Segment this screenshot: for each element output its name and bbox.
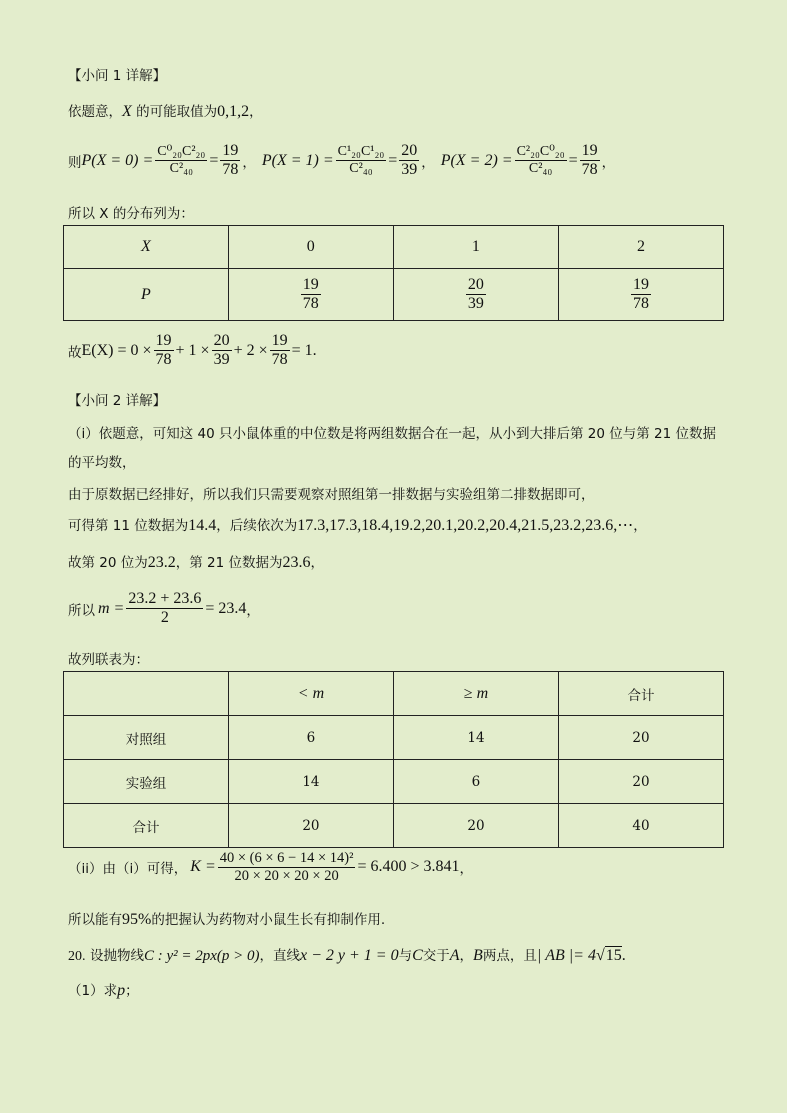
table-cell: 20: [558, 760, 723, 804]
p0-num: C⁰₂₀C²₂₀: [155, 144, 207, 161]
p2-lhs: P(X = 2) =: [440, 151, 513, 169]
q20-number: 20.: [68, 949, 86, 964]
p0-den: C²₄₀: [169, 161, 193, 177]
frac-num: 19: [631, 276, 651, 295]
ex-lhs: E(X) = 0 ×: [81, 341, 152, 359]
table-row: [64, 716, 724, 760]
ex-prefix: 故: [68, 344, 82, 361]
q20-a: 设抛物线: [89, 948, 144, 964]
ex-t3-num: 19: [270, 332, 290, 351]
table-cell: ≥ m: [393, 672, 558, 716]
q20-curve: C : y² = 2px(p > 0): [143, 948, 260, 964]
table-cell: 6: [228, 716, 393, 760]
k-den: 20 × 20 × 20 × 20: [234, 867, 339, 884]
ex-op1: + 1 ×: [175, 341, 210, 359]
table-cell: 40: [558, 804, 723, 848]
q1-line1-end: ，: [249, 104, 263, 120]
p0-val: [220, 142, 240, 180]
section-heading-q2: 【小问 2 详解】: [68, 393, 167, 409]
q2-para4: [68, 551, 324, 572]
sub1-end: ；: [125, 983, 139, 999]
table-cell: 合计: [558, 672, 723, 716]
distribution-table: [63, 225, 724, 321]
p3-prefix: 可得第 11 位数据为: [68, 518, 189, 534]
concl-b: 的把握认为药物对小鼠生长有抑制作用.: [151, 912, 386, 928]
table-cell: 20: [228, 804, 393, 848]
table-cell: 合计: [64, 804, 229, 848]
concl-a: 所以能有: [68, 912, 122, 928]
m-lhs: m =: [98, 599, 125, 617]
q1-line1-mid: 的可能取值为: [131, 104, 218, 120]
frac-num: 20: [466, 276, 486, 295]
q1-line1: [68, 100, 263, 121]
q1-prob-line: 则 P(X = 0) = $\frac{\text{C⁰₂₀C²₂₀}}{\text{C²₄₀}}$ = $\frac{19}{78}$ ， P(X = 1) = $\frac{\text{C¹₂₀C¹₂₀}}{\text{C²₄₀}}$ = $\frac{20}{39}$ ， P(X = 2) = $\frac{\text{C²₂₀C⁰₂₀}}{\text{C²₄₀}}$ = $\frac{19}{78}$ ，: [68, 142, 616, 179]
q20-end: .: [621, 947, 626, 964]
section-heading-q1: 【小问 1 详解】: [68, 68, 167, 84]
ex-end: = 1: [291, 341, 313, 359]
p0-frac: [155, 144, 207, 177]
median-line: [68, 590, 260, 628]
p3-end: ，: [633, 518, 647, 534]
sub1-text: （1）求: [68, 983, 118, 999]
p1-val-den: 39: [401, 161, 418, 179]
q2-conclusion: [68, 908, 385, 929]
table-cell: 2: [558, 226, 723, 269]
p3-seq: 17.3,17.3,18.4,19.2,20.1,20.2,20.4,21.5,23.2,23.6,⋯: [297, 517, 634, 534]
p0-lhs: P(X = 0) =: [81, 151, 154, 169]
frac-den: 39: [467, 295, 484, 312]
ex-t1-num: 19: [154, 332, 174, 351]
table-cell: 1: [393, 226, 558, 269]
q20-d: C: [412, 947, 423, 964]
question-20: 20. 设抛物线C : y² = 2px(p > 0)，直线x − 2 y + 1 = 0与C交于A，B两点，且| AB |= 4√15.: [68, 947, 626, 964]
k-prefix: （ii）由（i）可得，: [68, 861, 188, 878]
p3-val: 14.4: [188, 517, 217, 534]
p0-val-num: 19: [220, 142, 240, 161]
q20-c: 与: [398, 948, 413, 964]
p4-b: ，第 21 位数据为: [175, 555, 283, 571]
q20-i: 两点，且: [482, 948, 537, 964]
p4-v2: 23.6: [282, 554, 311, 571]
q1-line1-vals: 0,1,2: [217, 103, 250, 120]
p4-v1: 23.2: [147, 554, 176, 571]
table-cell: 14: [393, 716, 558, 760]
table-cell: 20: [393, 804, 558, 848]
p1-val-num: 20: [399, 142, 419, 161]
p3-mid: ，后续依次为: [216, 518, 298, 534]
p2-val-den: 78: [581, 161, 598, 179]
m-num: 23.2 + 23.6: [126, 590, 203, 609]
table-cell: P: [64, 269, 229, 321]
table-row: [64, 760, 724, 804]
q20-f: A: [449, 947, 460, 964]
k-num: 40 × (6 × 6 − 14 × 14)²: [219, 850, 354, 866]
m-prefix: 所以: [68, 602, 95, 619]
q1-line1-prefix: 依题意，: [68, 104, 122, 120]
table-cell: [64, 672, 229, 716]
ex-t2-den: 39: [213, 351, 230, 369]
q2-para3: [68, 514, 647, 535]
m-end: ，: [246, 602, 260, 619]
table-cell: X: [64, 226, 229, 269]
q20-sub1: [68, 979, 139, 1000]
q2-para1b: 的平均数，: [68, 455, 136, 471]
table-cell: 6: [393, 760, 558, 804]
table-cell: 20: [558, 716, 723, 760]
sep: ，: [601, 154, 616, 171]
table-cell: 实验组: [64, 760, 229, 804]
table-cell: [558, 269, 723, 321]
expectation-line: [68, 332, 317, 370]
q20-line: x − 2 y + 1 = 0: [300, 947, 399, 964]
table-row: [64, 672, 724, 716]
m-rhs: = 23.4: [205, 599, 247, 617]
q2-para2: 由于原数据已经排好，所以我们只需要观察对照组第一排数据与实验组第二排数据即可，: [68, 487, 595, 503]
table-cell: 14: [228, 760, 393, 804]
k-rhs: = 6.400 > 3.841: [357, 858, 460, 876]
p1-val: [399, 142, 419, 180]
q1-line1-var: X: [122, 103, 132, 120]
q1-line2-prefix: 则: [68, 154, 82, 171]
p2-num: C²₂₀C⁰₂₀: [515, 144, 567, 161]
q20-h: B: [473, 947, 483, 964]
p2-val: [580, 142, 600, 180]
p1-lhs: P(X = 1) =: [261, 151, 334, 169]
k-line: [68, 850, 473, 884]
q2-para1a: （i）依题意，可知这 40 只小鼠体重的中位数是将两组数据合在一起，从小到大排后第 20 位与第 21 位数据: [68, 426, 717, 442]
table-row: [64, 226, 724, 269]
ex-dot: .: [312, 341, 317, 359]
q20-ab: | AB |= 4: [536, 947, 596, 964]
contingency-table: [63, 671, 724, 848]
p2-frac: [515, 144, 567, 177]
table-cell: [228, 269, 393, 321]
p0-val-den: 78: [222, 161, 239, 179]
sep: ，: [421, 154, 435, 171]
frac-den: 78: [632, 295, 649, 312]
p4-a: 故第 20 位为: [68, 555, 148, 571]
table-cell: 0: [228, 226, 393, 269]
table-cell: 对照组: [64, 716, 229, 760]
p1-den: C²₄₀: [349, 161, 373, 177]
p1-num: C¹₂₀C¹₂₀: [336, 144, 387, 161]
ex-op2: + 2 ×: [233, 341, 268, 359]
p2-den: C²₄₀: [528, 161, 553, 177]
k-end: ，: [459, 861, 473, 878]
k-lhs: K =: [190, 858, 216, 876]
concl-pct: 95%: [122, 911, 152, 928]
frac-den: 78: [302, 295, 319, 312]
q20-g: ，: [459, 948, 474, 964]
table-row: [64, 804, 724, 848]
p4-c: ，: [310, 555, 325, 571]
q20-e: 交于: [422, 948, 450, 964]
table-cell: < m: [228, 672, 393, 716]
q2-para5: 故列联表为：: [68, 652, 149, 668]
m-den: 2: [160, 609, 169, 627]
ex-t3-den: 78: [271, 351, 288, 369]
q20-b: ，直线: [259, 948, 300, 964]
table-row: [64, 269, 724, 321]
sep: ，: [242, 154, 256, 171]
p1-frac: [336, 144, 387, 177]
sub1-var: p: [117, 982, 126, 999]
ex-t2-num: 20: [212, 332, 232, 351]
q20-sqrt: 15: [605, 947, 622, 964]
frac-num: 19: [301, 276, 321, 295]
table-cell: [393, 269, 558, 321]
q1-line3: 所以 X 的分布列为：: [68, 206, 194, 222]
ex-t1-den: 78: [155, 351, 172, 369]
p2-val-num: 19: [580, 142, 600, 161]
